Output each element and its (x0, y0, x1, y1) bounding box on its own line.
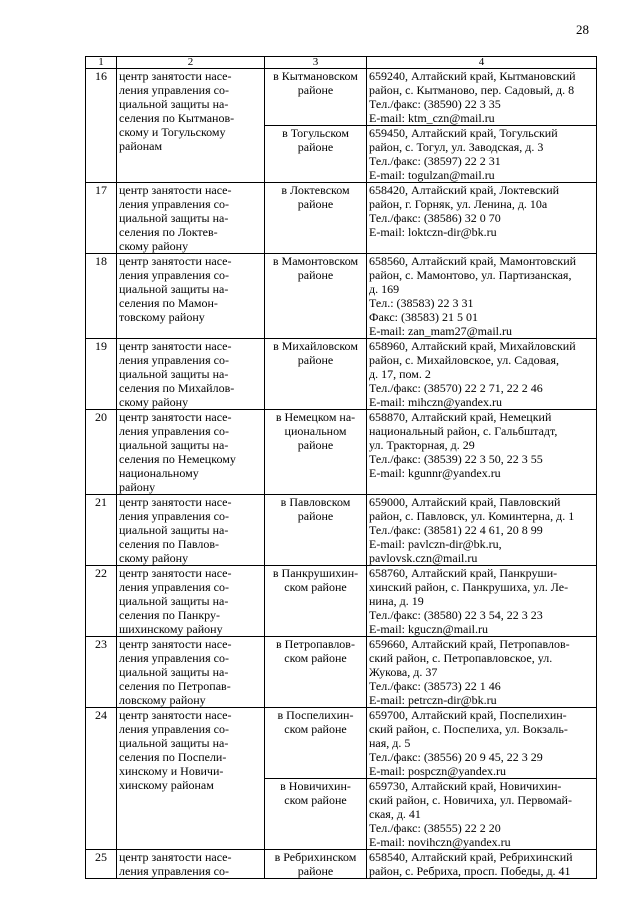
center-name (117, 410, 265, 495)
district-name (265, 637, 367, 708)
center-name (117, 708, 265, 850)
table-header-row (86, 57, 597, 69)
address-contacts (367, 637, 597, 708)
district-name-text: в Ребрихинском районе (274, 850, 357, 878)
address-contacts-text: 658960, Алтайский край, Михайловский район, с. Михайловское, ул. Садовая, д. 17, пом. 2 Тел./факс: (38570) 22 2 71, 22 2 46 E-mail: mihczn@yandex.ru (369, 339, 576, 409)
address-contacts-text: 659450, Алтайский край, Тогульский район, с. Тогул, ул. Заводская, д. 3 Тел./факс: (38597) 22 2 31 E-mail: togulzan@mail.ru (369, 126, 558, 182)
row-number (86, 254, 117, 339)
center-name-text: центр занятости насе- ления управления со- циальной защиты на- селения по Поспели- хинскому и Новичи- хинскому районам (119, 708, 232, 792)
row-number-text: 21 (95, 495, 107, 509)
center-name-text: центр занятости насе- ления управления со- циальной защиты на- селения по Немецкому национальному району (119, 410, 236, 494)
row-number (86, 183, 117, 254)
column-header: 2 (117, 57, 265, 69)
address-contacts (367, 126, 597, 183)
center-name (117, 566, 265, 637)
row-number (86, 69, 117, 183)
table-row (86, 339, 597, 410)
table-row (86, 495, 597, 566)
center-name-text: центр занятости насе- ления управления со- циальной защиты на- селения по Локтев- скому району (119, 183, 232, 253)
center-name-text: центр занятости насе- ления управления со- (119, 850, 232, 878)
district-name-text: в Тогульском районе (282, 126, 349, 154)
employment-centers-table (85, 56, 597, 879)
center-name (117, 69, 265, 183)
district-name (265, 254, 367, 339)
center-name-text: центр занятости насе- ления управления со- циальной защиты на- селения по Мамон- товскому району (119, 254, 232, 324)
row-number-text: 16 (95, 69, 107, 83)
district-name-text: в Панкрушихин- ском районе (272, 566, 359, 594)
center-name-text: центр занятости насе- ления управления со- циальной защиты на- селения по Панкру- шихинскому району (119, 566, 232, 636)
address-contacts-text: 658420, Алтайский край, Локтевский район, г. Горняк, ул. Ленина, д. 10а Тел./факс: (38586) 32 0 70 E-mail: loktczn-dir@bk.ru (369, 183, 560, 239)
row-number (86, 410, 117, 495)
district-name (265, 339, 367, 410)
address-contacts (367, 183, 597, 254)
table-row (86, 183, 597, 254)
address-contacts (367, 779, 597, 850)
district-name-text: в Кытмановском районе (273, 69, 358, 97)
address-contacts-text: 659240, Алтайский край, Кытмановский район, с. Кытманово, пер. Садовый, д. 8 Тел./факс: (38590) 22 3 35 E-mail: ktm_czn@mail.ru (369, 69, 576, 125)
district-name (265, 69, 367, 126)
address-contacts-text: 659000, Алтайский край, Павловский район, с. Павловск, ул. Коминтерна, д. 1 Тел./факс: (38581) 22 4 61, 20 8 99 E-mail: pavlczn-dir@bk.ru, pavlovsk.czn@mail.ru (369, 495, 575, 565)
address-contacts-text: 659660, Алтайский край, Петропавлов- ский район, с. Петропавловское, ул. Жукова, д. 37 Тел./факс: (38573) 22 1 46 E-mail: petrczn-dir@bk.ru (369, 637, 570, 707)
address-contacts (367, 410, 597, 495)
address-contacts (367, 850, 597, 879)
row-number-text: 20 (95, 410, 107, 424)
row-number (86, 339, 117, 410)
district-name-text: в Немецком на- циональном районе (275, 410, 356, 452)
table-row (86, 566, 597, 637)
row-number (86, 850, 117, 879)
address-contacts (367, 495, 597, 566)
column-header: 3 (265, 57, 367, 69)
page-number: 28 (576, 22, 589, 37)
district-name (265, 566, 367, 637)
row-number-text: 17 (95, 183, 107, 197)
table-row (86, 69, 597, 126)
center-name (117, 183, 265, 254)
center-name (117, 637, 265, 708)
address-contacts (367, 254, 597, 339)
center-name-text: центр занятости насе- ления управления со- циальной защиты на- селения по Петропав- ловскому району (119, 637, 232, 707)
address-contacts (367, 566, 597, 637)
address-contacts-text: 659730, Алтайский край, Новичихин- ский район, с. Новичиха, ул. Первомай- ская, д. 41 Тел./факс: (38555) 22 2 20 E-mail: novihczn@yandex.ru (369, 779, 572, 849)
center-name (117, 254, 265, 339)
row-number (86, 637, 117, 708)
center-name (117, 339, 265, 410)
district-name (265, 410, 367, 495)
row-number-text: 19 (95, 339, 107, 353)
district-name-text: в Новичихин- ском районе (280, 779, 351, 807)
center-name-text: центр занятости насе- ления управления со- циальной защиты на- селения по Павлов- скому району (119, 495, 232, 565)
column-header: 1 (86, 57, 117, 69)
district-name-text: в Локтевском районе (281, 183, 350, 211)
address-contacts (367, 339, 597, 410)
center-name-text: центр занятости насе- ления управления со- циальной защиты на- селения по Кытманов- скому и Тогульскому районам (119, 69, 235, 153)
address-contacts-text: 658560, Алтайский край, Мамонтовский район, с. Мамонтово, ул. Партизанская, д. 169 Тел.: (38583) 22 3 31 Факс: (38583) 21 5 01 E-mail: zan_mam27@mail.ru (369, 254, 577, 338)
row-number-text: 18 (95, 254, 107, 268)
row-number-text: 25 (95, 850, 107, 864)
row-number-text: 24 (95, 708, 107, 722)
row-number (86, 566, 117, 637)
row-number-text: 22 (95, 566, 107, 580)
table-row (86, 850, 597, 879)
address-contacts (367, 708, 597, 779)
row-number (86, 708, 117, 850)
center-name-text: центр занятости насе- ления управления со- циальной защиты на- селения по Михайлов- скому району (119, 339, 235, 409)
district-name (265, 495, 367, 566)
district-name-text: в Михайловском районе (273, 339, 358, 367)
row-number-text: 23 (95, 637, 107, 651)
district-name-text: в Мамонтовском районе (272, 254, 359, 282)
row-number (86, 495, 117, 566)
district-name-text: в Петропавлов- ском районе (276, 637, 355, 665)
address-contacts-text: 658540, Алтайский край, Ребрихинский район, с. Ребриха, просп. Победы, д. 41 (369, 850, 573, 878)
table-row (86, 410, 597, 495)
district-name (265, 708, 367, 779)
address-contacts (367, 69, 597, 126)
district-name-text: в Поспелихин- ском районе (277, 708, 354, 736)
district-name (265, 779, 367, 850)
address-contacts-text: 659700, Алтайский край, Поспелихин- ский район, с. Поспелиха, ул. Вокзаль- ная, д. 5 Тел./факс: (38556) 20 9 45, 22 3 29 E-mail: pospczn@yandex.ru (369, 708, 568, 778)
address-contacts-text: 658870, Алтайский край, Немецкий национальный район, с. Гальбштадт, ул. Тракторная, д. 29 Тел./факс: (38539) 22 3 50, 22 3 55 E-mail: kgunnr@yandex.ru (369, 410, 558, 480)
district-name (265, 183, 367, 254)
district-name (265, 126, 367, 183)
center-name (117, 850, 265, 879)
table-row (86, 254, 597, 339)
address-contacts-text: 658760, Алтайский край, Панкруши- хинский район, с. Панкрушиха, ул. Ле- нина, д. 19 Тел./факс: (38580) 22 3 54, 22 3 23 E-mail: kguczn@mail.ru (369, 566, 569, 636)
center-name (117, 495, 265, 566)
table-row (86, 637, 597, 708)
table-row (86, 708, 597, 779)
district-name (265, 850, 367, 879)
column-header: 4 (367, 57, 597, 69)
district-name-text: в Павловском районе (280, 495, 351, 523)
